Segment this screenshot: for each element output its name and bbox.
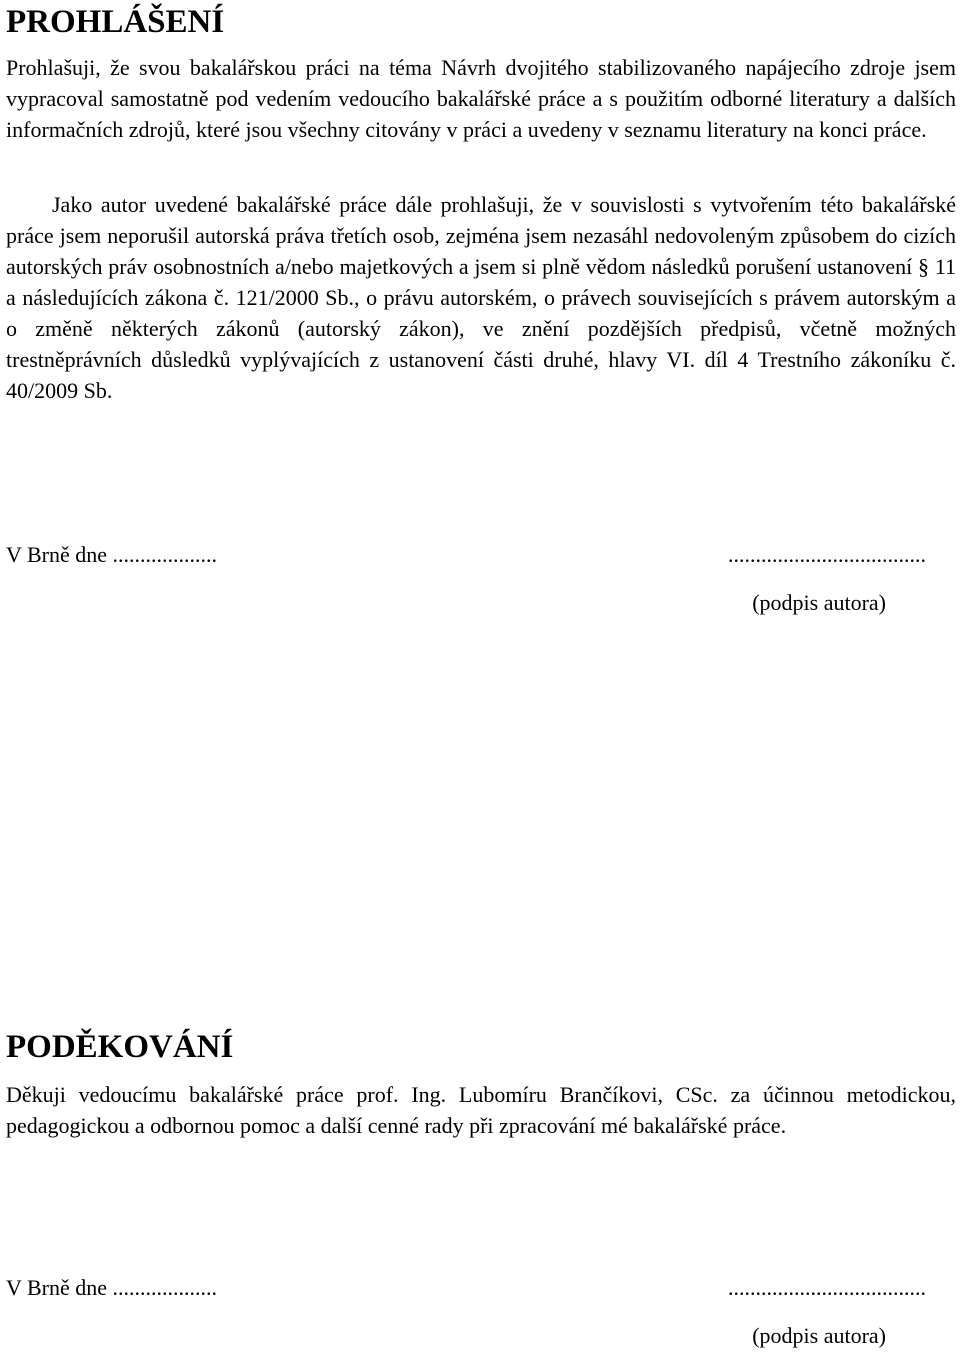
acknowledgement-place-date: V Brně dne ...................: [6, 1275, 218, 1300]
declaration-signature-label: (podpis autora): [752, 590, 886, 615]
acknowledgement-heading: PODĚKOVÁNÍ: [6, 1029, 234, 1065]
acknowledgement-signature-label: (podpis autora): [752, 1323, 886, 1348]
declaration-signature-line: ....................................: [728, 542, 926, 567]
declaration-signature-block: [6, 542, 926, 632]
declaration-paragraph-1: Prohlašuji, že svou bakalářskou práci na téma Návrh dvojitého stabilizovaného napájecího zdroje jsem vypracoval samostatně pod vedením vedoucího bakalářské práce a s použitím odborné literatury a dalších informačních zdrojů, které jsou všechny citovány v práci a uvedeny v seznamu literatury na konci práce.: [6, 55, 956, 142]
declaration-heading: PROHLÁŠENÍ: [6, 4, 225, 40]
declaration-paragraph-2: Jako autor uvedené bakalářské práce dále prohlašuji, že v souvislosti s vytvořením této bakalářské práce jsem neporušil autorská práva třetích osob, zejména jsem nezasáhl nedovoleným způsobem do cizích autorských práv osobnostních a/nebo majetkových a jsem si plně vědom následků porušení ustanovení § 11 a následujících zákona č. 121/2000 Sb., o právu autorském, o právech souvisejících s právem autorským a o změně některých zákonů (autorský zákon), ve znění pozdějších předpisů, včetně možných trestněprávních důsledků vyplývajících z ustanovení části druhé, hlavy VI. díl 4 Trestního zákoníku č. 40/2009 Sb.: [6, 192, 956, 403]
document-page: [6, 0, 956, 1352]
declaration-place-date: V Brně dne ...................: [6, 542, 218, 567]
acknowledgement-paragraph: Děkuji vedoucímu bakalářské práce prof. Ing. Lubomíru Brančíkovi, CSc. za účinnou metodickou, pedagogickou a odbornou pomoc a další cenné rady při zpracování mé bakalářské práce.: [6, 1082, 956, 1138]
acknowledgement-signature-line: ....................................: [728, 1275, 926, 1300]
